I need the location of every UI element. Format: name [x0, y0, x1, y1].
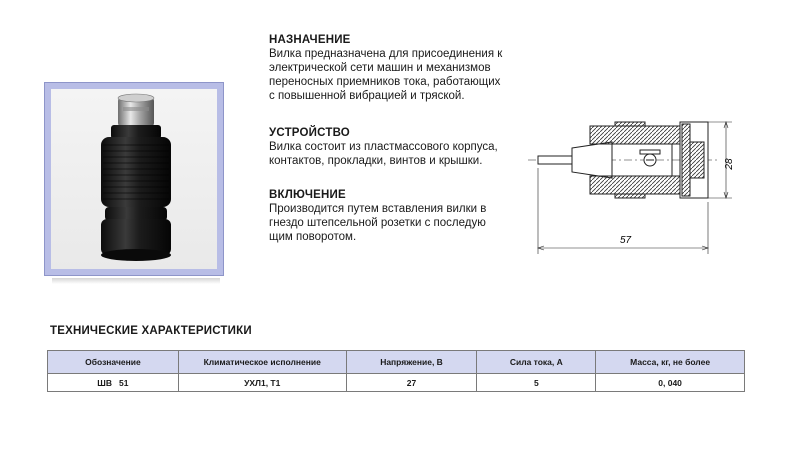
section-line: щим поворотом.: [269, 231, 357, 243]
table-cell: УХЛ1, Т1: [178, 374, 346, 392]
product-photo: [51, 89, 217, 269]
column-header: Напряжение, В: [346, 351, 477, 374]
section-line: Вилка предназначена для присоединения к: [269, 48, 503, 60]
section-heading: УСТРОЙСТВО: [269, 127, 350, 139]
section-line: контактов, прокладки, винтов и крышки.: [269, 155, 483, 167]
section-line: переносных приемников тока, работающих: [269, 76, 501, 88]
column-header: Обозначение: [48, 351, 179, 374]
table-cell: 0, 040: [596, 374, 745, 392]
table-header-row: [48, 351, 745, 374]
column-header: Климатическое исполнение: [178, 351, 346, 374]
section-connection: [269, 188, 519, 244]
table-cell: 27: [346, 374, 477, 392]
technical-drawing: [520, 112, 755, 262]
section-line: электрической сети машин и механизмов: [269, 62, 491, 74]
plug-photo-illustration: [51, 89, 219, 271]
table-cell: 5: [477, 374, 596, 392]
section-line: Производится путем вставления вилки в: [269, 203, 487, 215]
column-header: Сила тока, А: [477, 351, 596, 374]
specs-table: [47, 350, 745, 392]
column-header: Масса, кг, не более: [596, 351, 745, 374]
section-heading: НАЗНАЧЕНИЕ: [269, 34, 351, 46]
section-purpose: [269, 33, 519, 103]
section-heading: ВКЛЮЧЕНИЕ: [269, 189, 346, 201]
photo-shadow: [52, 278, 220, 284]
section-line: Вилка состоит из пластмассового корпуса,: [269, 141, 498, 153]
dimension-length: 57: [620, 235, 632, 246]
table-row: [48, 374, 745, 392]
product-photo-frame: [44, 82, 224, 276]
section-line: гнездо штепсельной розетки с последую: [269, 217, 486, 229]
specs-title: ТЕХНИЧЕСКИЕ ХАРАКТЕРИСТИКИ: [50, 325, 252, 337]
section-design: [269, 126, 519, 168]
section-line: с повышенной вибрацией и тряской.: [269, 90, 465, 102]
dimension-diameter: 28: [724, 158, 735, 170]
table-cell: ШВ 51: [48, 374, 179, 392]
